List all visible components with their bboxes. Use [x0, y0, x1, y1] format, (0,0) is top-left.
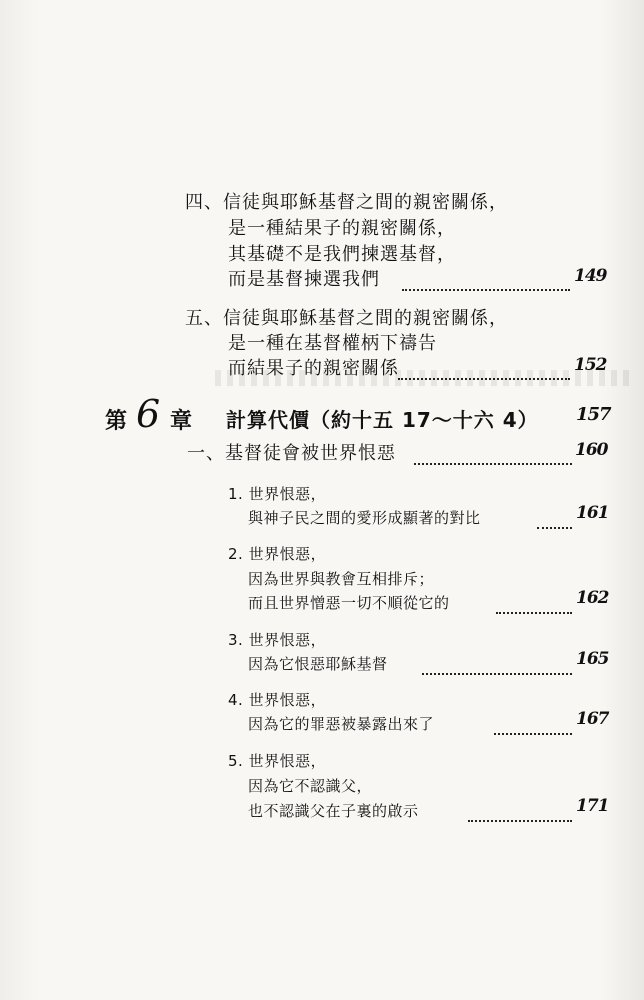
section4-line-4: 而是基督揀選我們 — [228, 269, 380, 290]
item2-line-2: 因為世界與教會互相排斥； — [248, 570, 435, 588]
chapter-suffix: 章 — [170, 409, 193, 434]
chapter-page-number: 157 — [576, 404, 611, 425]
item5-line-3: 也不認識父在子裏的啟示 — [248, 802, 419, 820]
leader-dots — [422, 647, 572, 675]
page-number-162: 162 — [576, 588, 609, 608]
page-number-165: 165 — [576, 649, 609, 669]
chapter-heading — [0, 392, 644, 442]
leader-dots — [468, 794, 572, 822]
item4-line-2: 因為它的罪惡被暴露出來了 — [248, 715, 435, 733]
chapter-number: 6 — [136, 392, 161, 436]
leader-dots — [414, 437, 572, 465]
item1-line-2: 與神子民之間的愛形成顯著的對比 — [248, 509, 481, 527]
section5-line-3: 而結果子的親密關係 — [228, 358, 399, 379]
item5-line-2: 因為它不認識父， — [248, 777, 373, 795]
page-number-161: 161 — [576, 503, 609, 523]
section5-line-2: 是一種在基督權柄下禱告 — [228, 333, 437, 354]
page-number-167: 167 — [576, 709, 609, 729]
leader-dots — [496, 586, 572, 614]
section4-line-2: 是一種結果子的親密關係， — [228, 218, 456, 239]
leader-dots — [402, 263, 570, 291]
item2-line-3: 而且世界憎惡一切不順從它的 — [248, 594, 450, 612]
page-number-149: 149 — [574, 266, 607, 286]
chapter-prefix: 第 — [105, 409, 128, 434]
page-number-171: 171 — [576, 796, 609, 816]
page-number-152: 152 — [574, 355, 607, 375]
item3-line-2: 因為它恨惡耶穌基督 — [248, 655, 388, 673]
item5-line-1: 5. 世界恨惡， — [228, 752, 327, 770]
section5-line-1: 五、信徒與耶穌基督之間的親密關係， — [185, 308, 508, 329]
section4-line-1: 四、信徒與耶穌基督之間的親密關係， — [185, 192, 508, 213]
item1-line-1: 1. 世界恨惡， — [228, 485, 327, 503]
part1-heading: 一、基督徒會被世界恨惡 — [187, 443, 396, 464]
section4-line-3: 其基礎不是我們揀選基督， — [228, 244, 456, 265]
leader-dots — [494, 707, 572, 735]
leader-dots — [537, 501, 572, 529]
bleed-through-shadow — [215, 370, 635, 386]
page-number-160: 160 — [575, 440, 608, 460]
item2-line-1: 2. 世界恨惡， — [228, 545, 327, 563]
item4-line-1: 4. 世界恨惡， — [228, 691, 327, 709]
chapter-title: 計算代價（約十五 17～十六 4） — [226, 408, 539, 432]
item3-line-1: 3. 世界恨惡， — [228, 631, 327, 649]
